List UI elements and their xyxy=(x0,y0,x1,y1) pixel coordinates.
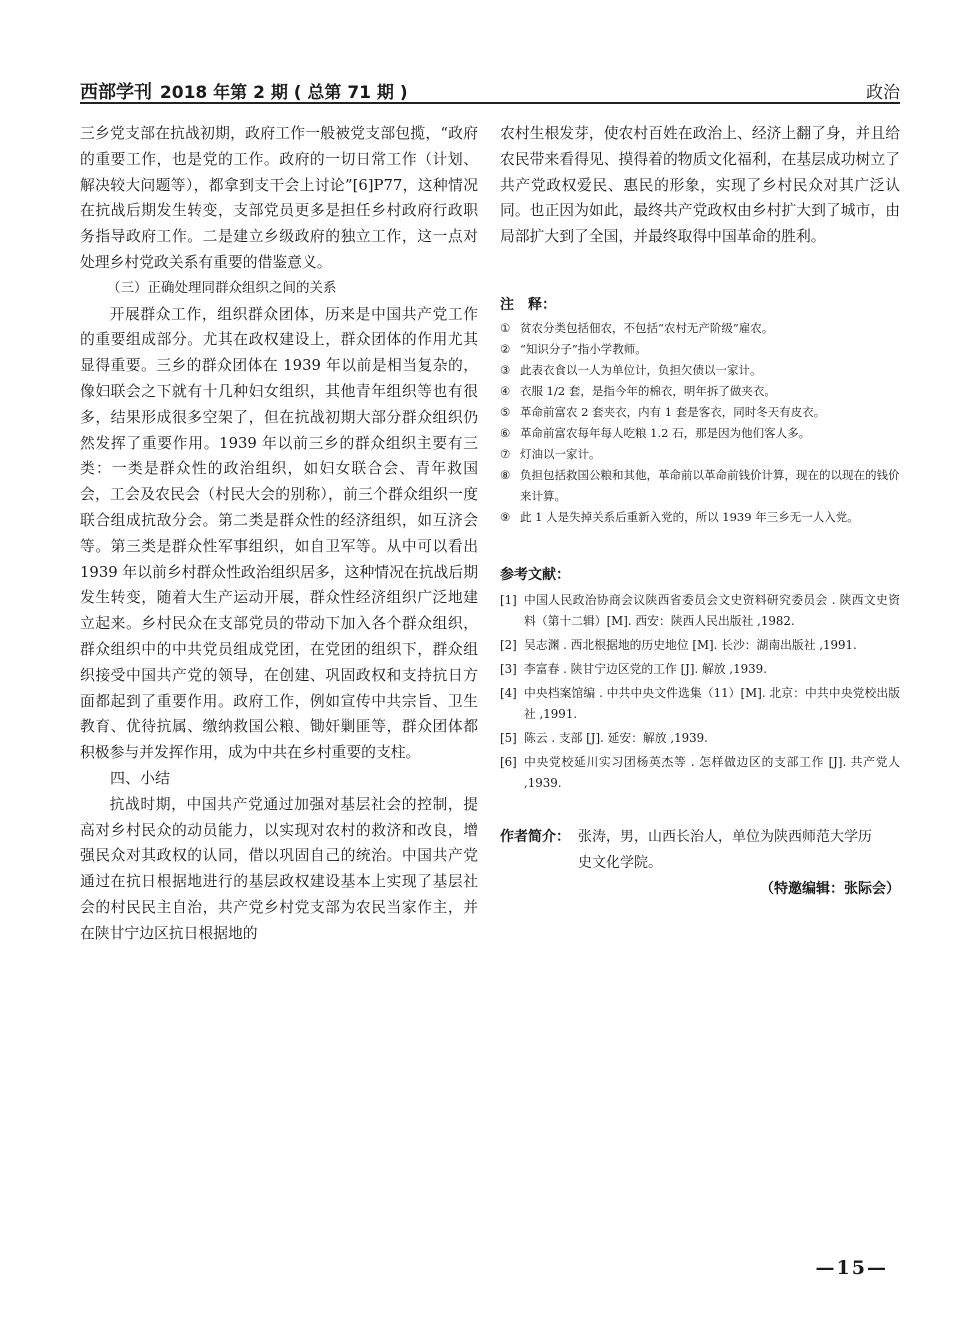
reference-marker: [3] xyxy=(500,661,517,676)
note-item xyxy=(500,381,900,402)
references-list xyxy=(500,590,900,794)
subsection-heading-3: （三）正确处理同群众组织之间的关系 xyxy=(107,279,337,296)
reference-marker: [5] xyxy=(500,730,517,745)
note-marker: ③ xyxy=(500,362,511,377)
right-column xyxy=(500,121,900,898)
notes-list xyxy=(500,318,900,528)
note-text: 贫农分类包括佃农，不包括“农村无产阶级”雇农。 xyxy=(520,320,774,335)
reference-item xyxy=(500,683,900,725)
note-marker: ⑤ xyxy=(500,404,511,419)
issue-info: 2018 年第 2 期 ( 总第 71 期 ) xyxy=(159,83,408,103)
note-text: 衣服 1/2 套，是指今年的棉衣，明年拆了做夹衣。 xyxy=(520,383,776,398)
reference-marker: [4] xyxy=(500,685,517,700)
note-marker: ⑨ xyxy=(500,509,511,524)
note-marker: ⑦ xyxy=(500,446,511,461)
section-label: 政治 xyxy=(866,83,900,103)
left-paragraph-1: 三乡党支部在抗战初期，政府工作一般被党支部包揽，“政府的重要工作，也是党的工作。政府的一切日常工作（计划、解决较大问题等），都拿到支干会上讨论”[6]P77，这种情况在抗战后期发生转变，支部党员更多是担任乡村政府行政职务指导政府工作。二是建立乡级政府的独立工作，这一点对处理乡村党政关系有重要的借鉴意义。 xyxy=(80,125,478,271)
reference-item xyxy=(500,659,900,680)
reference-text: 陈云 . 支部 [J]. 延安：解放 ,1939. xyxy=(524,730,708,745)
reference-item xyxy=(500,752,900,794)
author-label: 作者简介： xyxy=(500,828,570,845)
reference-text: 吴志渊 . 西北根据地的历史地位 [M]. 长沙：湖南出版社 ,1991. xyxy=(524,637,857,652)
reference-marker: [1] xyxy=(500,592,517,607)
note-marker: ④ xyxy=(500,383,511,398)
reference-marker: [6] xyxy=(500,754,517,769)
note-item xyxy=(500,507,900,528)
right-paragraph-1: 农村生根发芽，使农村百姓在政治上、经济上翻了身，并且给农民带来看得见、摸得着的物质文化福利，在基层成功树立了共产党政权爱民、惠民的形象，实现了乡村民众对其广泛认同。也正因为如此，最终共产党政权由乡村扩大到了城市，由局部扩大到了全国，并最终取得中国革命的胜利。 xyxy=(500,125,900,246)
note-text: 负担包括救国公粮和其他，革命前以革命前钱价计算，现在的以现在的钱价来计算。 xyxy=(520,467,900,503)
author-bio xyxy=(500,824,900,876)
note-marker: ① xyxy=(500,320,511,335)
page-header xyxy=(80,74,900,104)
note-text: “知识分子”指小学教师。 xyxy=(520,341,647,356)
note-marker: ⑥ xyxy=(500,425,511,440)
reference-text: 中央党校延川实习团杨英杰等 . 怎样做边区的支部工作 [J]. 共产党人 ,1939. xyxy=(524,754,900,790)
note-text: 革命前富农每年每人吃粮 1.2 石，那是因为他们客人多。 xyxy=(520,425,811,440)
author-text: 张涛，男，山西长治人，单位为陕西师范大学历史文化学院。 xyxy=(578,828,872,871)
note-item xyxy=(500,360,900,381)
guest-editor: （特邀编辑：张际会） xyxy=(760,880,900,897)
note-item xyxy=(500,444,900,465)
note-text: 灯油以一家计。 xyxy=(520,446,601,461)
journal-info xyxy=(80,78,408,104)
note-text: 革命前富农 2 套夹衣，内有 1 套是客衣，同时冬天有皮衣。 xyxy=(520,404,826,419)
note-item xyxy=(500,423,900,444)
note-item xyxy=(500,318,900,339)
header-rule xyxy=(80,102,900,104)
note-item xyxy=(500,465,900,507)
page-number: —15— xyxy=(815,1257,888,1279)
note-text: 此表衣食以一人为单位计，负担欠债以一家计。 xyxy=(520,362,762,377)
reference-text: 中国人民政治协商会议陕西省委员会文史资料研究委员会 . 陕西文史资料（第十二辑）[M]. 西安：陕西人民出版社 ,1982. xyxy=(524,592,900,628)
note-marker: ② xyxy=(500,341,511,356)
reference-item xyxy=(500,635,900,656)
journal-logo: 西部学刊 xyxy=(80,82,152,103)
note-marker: ⑧ xyxy=(500,467,511,482)
left-paragraph-3: 抗战时期，中国共产党通过加强对基层社会的控制，提高对乡村民众的动员能力，以实现对农村的救济和改良，增强民众对其政权的认同，借以巩固自己的统治。中国共产党通过在抗日根据地进行的基层政权建设基本上实现了基层社会的村民民主自治，共产党乡村党支部为农民当家作主，并在陕甘宁边区抗日根据地的 xyxy=(80,795,478,942)
note-item xyxy=(500,339,900,360)
reference-item xyxy=(500,590,900,632)
section-heading-4: 四、小结 xyxy=(110,768,171,787)
reference-text: 中央档案馆编 . 中共中央文件选集（11）[M]. 北京：中共中央党校出版社 ,1991. xyxy=(524,685,900,721)
left-column xyxy=(80,121,478,947)
notes-heading: 注 释： xyxy=(500,296,556,313)
left-paragraph-2: 开展群众工作，组织群众团体，历来是中国共产党工作的重要组成部分。尤其在政权建设上，群众团体的作用尤其显得重要。三乡的群众团体在 1939 年以前是相当复杂的，像妇联会之下就有十几种妇女组织，其他青年组织等也有很多，结果形成很多空架了，但在抗战初期大部分群众组织仍然发挥了重要作用。1939 年以前三乡的群众组织主要有三类：一类是群众性的政治组织，如妇女联合会、青年救国会，工会及农民会（村民大会的别称），前三个群众组织一度联合组成抗敌分会。第二类是群众性的经济组织，如互济会等。第三类是群众性军事组织，如自卫军等。从中可以看出 1939 年以前乡村群众性政治组织居多，这种情况在抗战后期发生转变，随着大生产运动开展，群众性经济组织广泛地建立起来。乡村民众在支部党员的带动下加入各个群众组织，群众组织中的中共党员组成党团，在党团的组织下，群众组织接受中国共产党的领导，在创建、巩固政权和支持抗日方面都起到了重要作用。政府工作，例如宣传中共宗旨、卫生教育、优待抗属、缴纳救国公粮、锄奸剿匪等，群众团体都积极参与并发挥作用，成为中共在乡村重要的支柱。 xyxy=(80,305,478,762)
references-heading: 参考文献： xyxy=(500,566,570,583)
reference-item xyxy=(500,728,900,749)
reference-marker: [2] xyxy=(500,637,517,652)
reference-text: 李富春 . 陕甘宁边区党的工作 [J]. 解放 ,1939. xyxy=(524,661,767,676)
note-item xyxy=(500,402,900,423)
note-text: 此 1 人是失掉关系后重新入党的，所以 1939 年三乡无一人入党。 xyxy=(520,509,859,524)
